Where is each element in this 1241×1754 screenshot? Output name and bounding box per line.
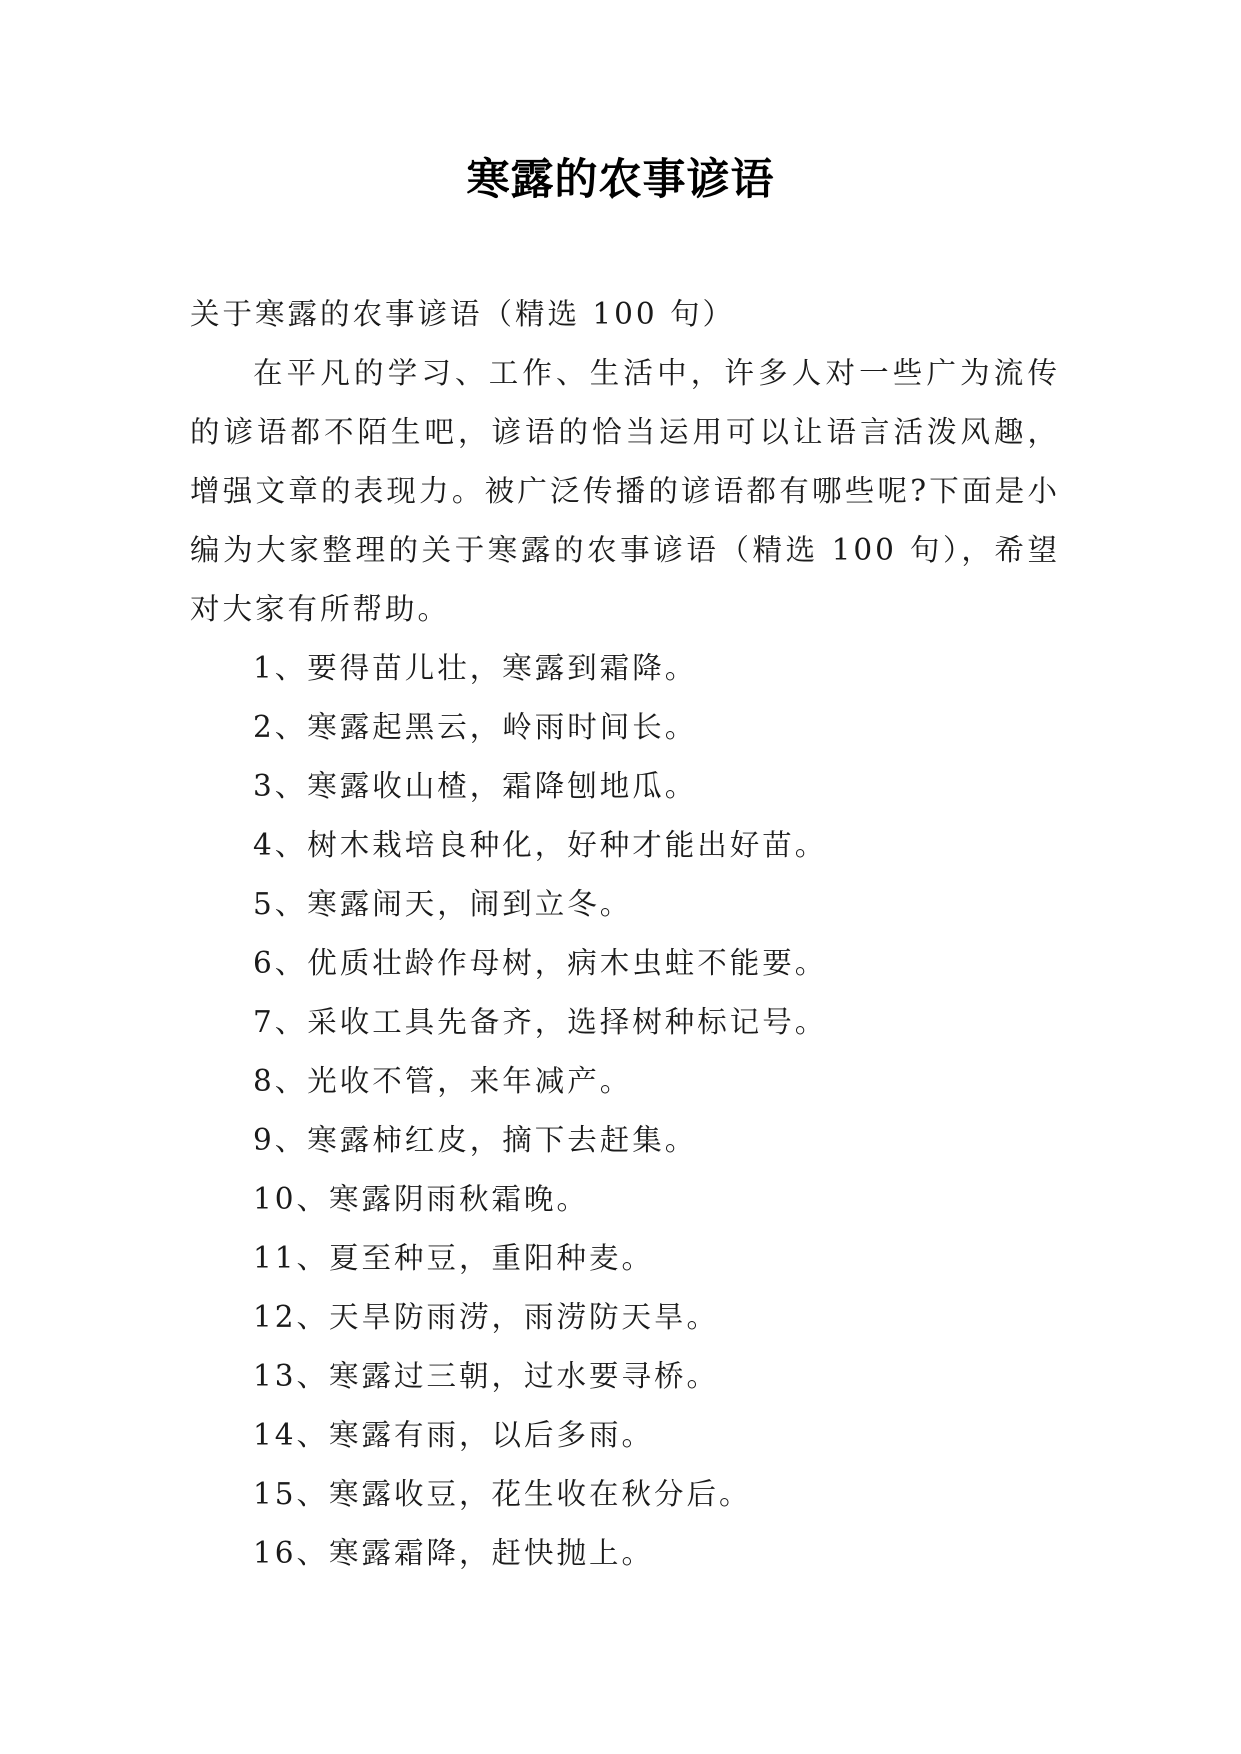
intro-paragraph: 在平凡的学习、工作、生活中，许多人对一些广为流传的谚语都不陌生吧，谚语的恰当运用可以让语言活泼风趣，增强文章的表现力。被广泛传播的谚语都有哪些呢?下面是小编为大家整理的关于寒露的农事谚语（精选 100 句），希望对大家有所帮助。 (190, 356, 1060, 626)
document-body (190, 285, 1060, 1583)
list-item: 13、寒露过三朝，过水要寻桥。 (253, 1359, 720, 1393)
proverb-list (190, 639, 1060, 1583)
list-item: 5、寒露闹天，闹到立冬。 (253, 887, 633, 921)
list-item: 8、光收不管，来年减产。 (253, 1064, 633, 1098)
list-item: 11、夏至种豆，重阳种麦。 (253, 1241, 655, 1275)
list-item: 4、树木栽培良种化，好种才能出好苗。 (253, 828, 828, 862)
list-item: 6、优质壮龄作母树，病木虫蛀不能要。 (253, 946, 828, 980)
list-item: 3、寒露收山楂，霜降刨地瓜。 (253, 769, 698, 803)
list-item: 7、采收工具先备齐，选择树种标记号。 (253, 1005, 828, 1039)
list-item: 14、寒露有雨，以后多雨。 (253, 1418, 655, 1452)
list-item: 16、寒露霜降，赶快抛上。 (253, 1536, 655, 1570)
list-item: 12、天旱防雨涝，雨涝防天旱。 (253, 1300, 720, 1334)
list-item: 15、寒露收豆，花生收在秋分后。 (253, 1477, 752, 1511)
list-item: 10、寒露阴雨秋霜晚。 (253, 1182, 590, 1216)
list-item: 2、寒露起黑云，岭雨时间长。 (253, 710, 698, 744)
document-subtitle: 关于寒露的农事谚语（精选 100 句） (190, 297, 736, 331)
list-item: 9、寒露柿红皮，摘下去赶集。 (253, 1123, 698, 1157)
page-title: 寒露的农事谚语 (466, 155, 775, 205)
list-item: 1、要得苗儿壮，寒露到霜降。 (253, 651, 698, 685)
